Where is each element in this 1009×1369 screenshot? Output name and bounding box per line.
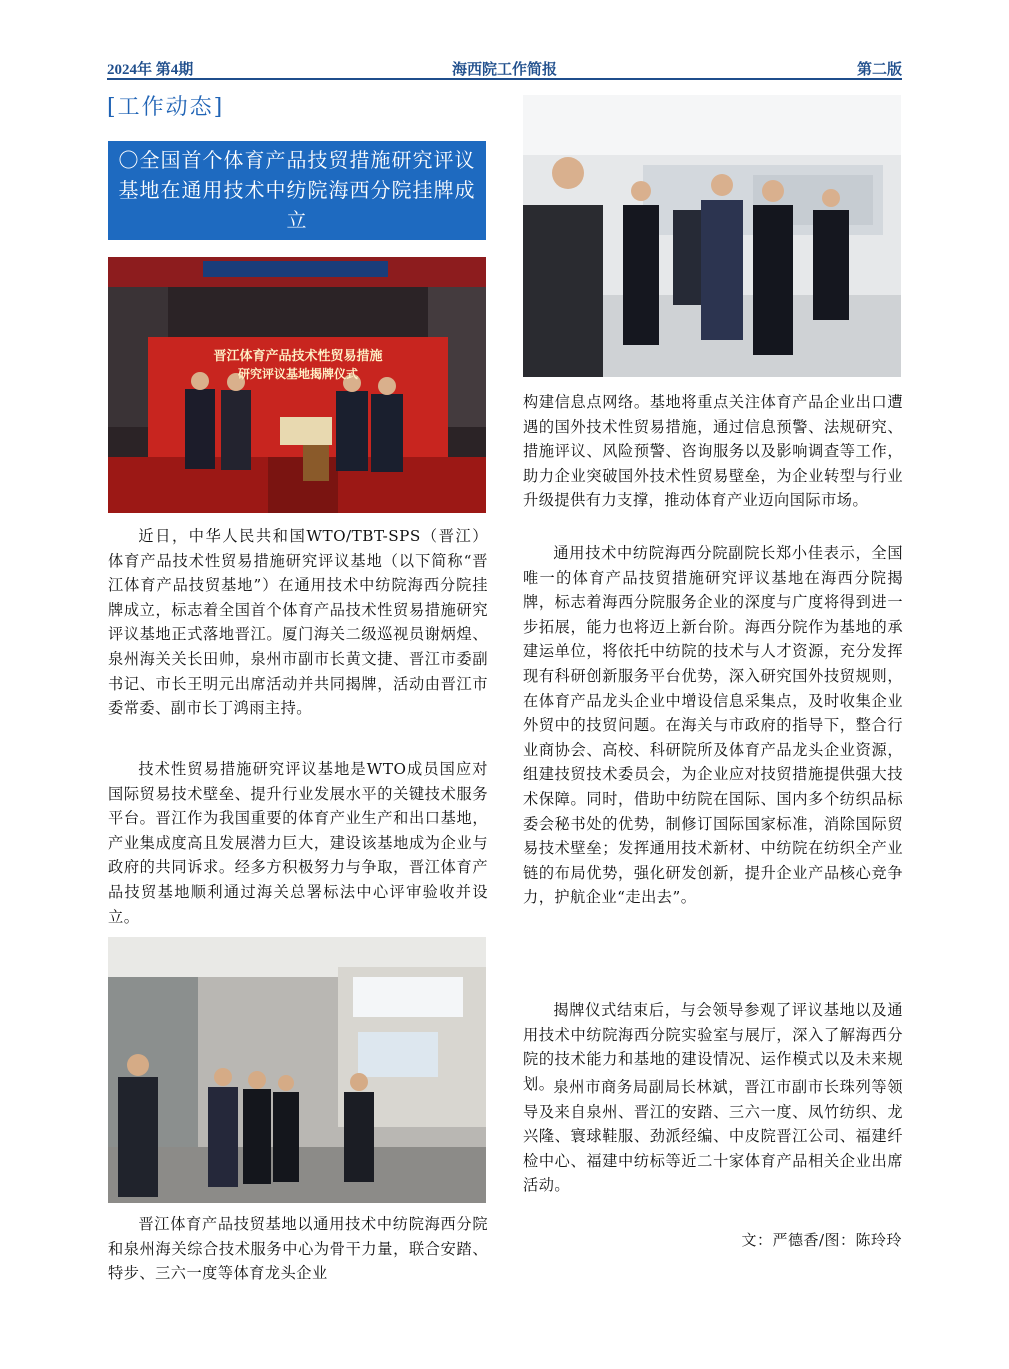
article-paragraph-2: 技术性贸易措施研究评议基地是WTO成员国应对国际贸易技术壁垒、提升行业发展水平的关键技术服务平台。晋江作为我国重要的体育产业生产和出口基地，产业集成度高且发展潜力巨大，建设该基地成为企业与政府的共同诉求。经多方积极努力与争取，晋江体育产品技贸基地顺利通过海关总署标法中心评审验收并设立。 bbox=[108, 760, 488, 926]
author-credit: 文：严德香/图：陈玲玲 bbox=[741, 1231, 902, 1249]
page-label: 第二版 bbox=[856, 62, 902, 78]
page-header bbox=[107, 56, 902, 80]
article-paragraph-1: 近日，中华人民共和国WTO/TBT-SPS（晋江）体育产品技术性贸易措施研究评议基地（以下简称“晋江体育产品技贸基地”）在通用技术中纺院海西分院挂牌成立，标志着全国首个体育产品技术性贸易措施研究评议基地正式落地晋江。厦门海关二级巡视员谢炳煌、泉州海关关长田帅，泉州市副市长黄文捷、晋江市委副书记、市长王明元出席活动并共同揭牌，活动由晋江市委常委、副市长丁鸿雨主持。 bbox=[108, 527, 488, 718]
ceremony-photo bbox=[108, 257, 486, 513]
article-title: 〇全国首个体育产品技贸措施研究评议基地在通用技术中纺院海西分院挂牌成立 bbox=[108, 141, 486, 240]
lab-visit-photo bbox=[108, 937, 486, 1203]
article-paragraph-4: 构建信息点网络。基地将重点关注体育产品企业出口遭遇的国外技术性贸易措施，通过信息预警、法规研究、措施评议、风险预警、咨询服务以及影响调查等工作，助力企业突破国外技术性贸易壁垒，为企业转型与行业升级提供有力支撑，推动体育产业迈向国际市场。 bbox=[523, 393, 903, 510]
exhibition-hall-photo bbox=[523, 95, 901, 377]
header-rule bbox=[107, 78, 902, 80]
article-paragraph-7: 泉州市商务局副局长林斌，晋江市副市长珠列等领导及来自泉州、晋江的安踏、三六一度、凤竹纺织、龙兴隆、寰球鞋服、劲派经编、中皮院晋江公司、福建纤检中心、福建中纺标等近二十家体育产品相关企业出席活动。 bbox=[523, 1078, 903, 1195]
article-paragraph-3: 晋江体育产品技贸基地以通用技术中纺院海西分院和泉州海关综合技术服务中心为骨干力量，联合安踏、特步、三六一度等体育龙头企业 bbox=[108, 1215, 488, 1283]
publication-title: 海西院工作简报 bbox=[451, 62, 557, 78]
article-paragraph-5: 通用技术中纺院海西分院副院长郑小佳表示，全国唯一的体育产品技贸措施研究评议基地在海西分院揭牌，标志着海西分院服务企业的深度与广度将得到进一步拓展，能力也将迈上新台阶。海西分院作为基地的承建运单位，将依托中纺院的技术与人才资源，充分发挥现有科研创新服务平台优势，深入研究国外技贸规则，在体育产品龙头企业中增设信息采集点，及时收集企业外贸中的技贸问题。在海关与市政府的指导下，整合行业商协会、高校、科研院所及体育产品龙头企业资源，组建技贸技术委员会，为企业应对技贸措施提供强大技术保障。同时，借助中纺院在国际、国内多个纺织品标委会秘书处的优势，制修订国际国家标准，消除国际贸易技术壁垒；发挥通用技术新材、中纺院在纺织全产业链的布局优势，强化研发创新，提升企业产品核心竞争力，护航企业“走出去”。 bbox=[523, 544, 903, 907]
section-label: [工作动态] bbox=[107, 95, 225, 120]
issue-number: 2024年 第4期 bbox=[107, 62, 194, 78]
banner-line-2: 研究评议基地揭牌仪式 bbox=[237, 367, 358, 381]
banner-line-1: 晋江体育产品技术性贸易措施 bbox=[213, 349, 383, 364]
article-paragraph-6: 揭牌仪式结束后，与会领导参观了评议基地以及通用技术中纺院海西分院实验室与展厅，深入了解海西分院的技术能力和基地的建设情况、运作模式以及未来规划。 bbox=[523, 1001, 903, 1093]
